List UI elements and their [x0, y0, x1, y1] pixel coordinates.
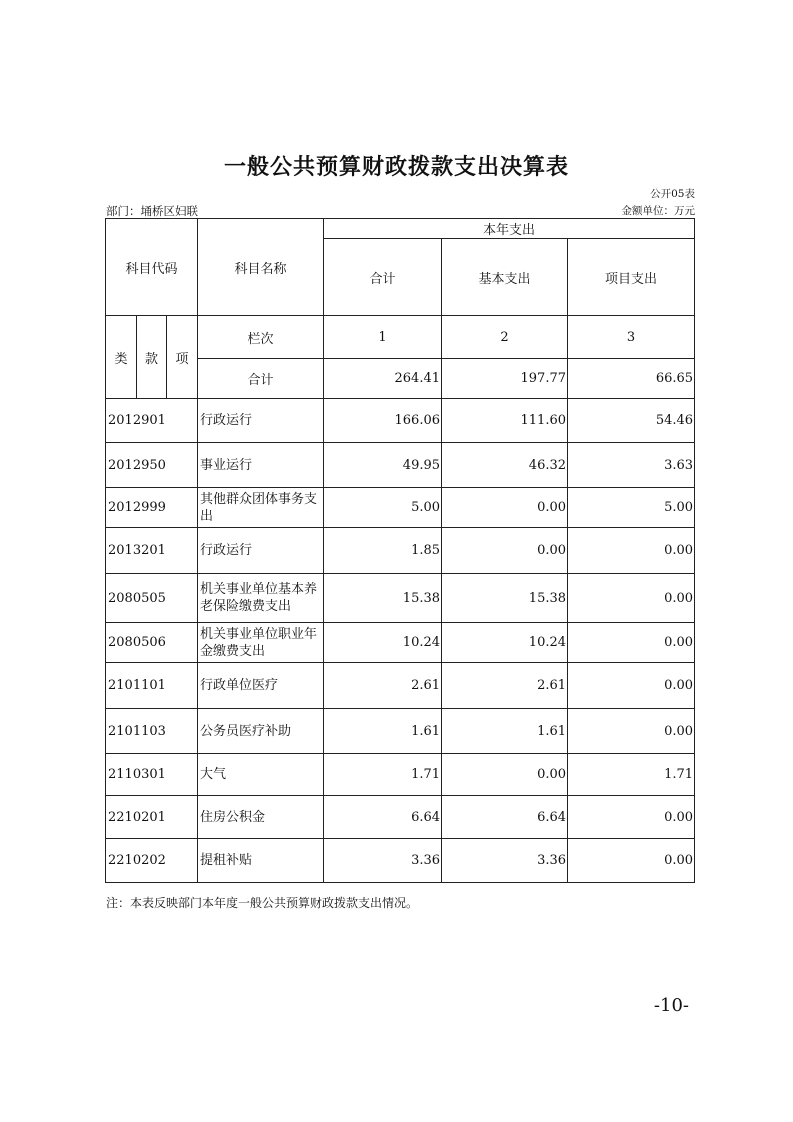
table-row — [106, 574, 695, 623]
header-subject-code: 科目代码 — [106, 219, 198, 316]
row-project: 0.00 — [568, 528, 695, 574]
row-name: 行政单位医疗 — [198, 663, 324, 709]
row-code: 2080505 — [106, 574, 198, 623]
table-header — [106, 219, 695, 399]
row-code: 2210201 — [106, 796, 198, 839]
row-total: 1.85 — [324, 528, 442, 574]
row-project: 5.00 — [568, 488, 695, 528]
table-row — [106, 623, 695, 663]
summary-project: 66.65 — [568, 359, 695, 399]
table-row — [106, 488, 695, 528]
row-code: 2080506 — [106, 623, 198, 663]
header-xiang: 项 — [167, 316, 198, 399]
row-total: 15.38 — [324, 574, 442, 623]
row-name: 行政运行 — [198, 399, 324, 443]
department-label: 部门：埇桥区妇联 — [106, 204, 198, 218]
row-project: 0.00 — [568, 709, 695, 754]
row-code: 2101101 — [106, 663, 198, 709]
row-project: 54.46 — [568, 399, 695, 443]
summary-basic: 197.77 — [442, 359, 568, 399]
summary-total: 264.41 — [324, 359, 442, 399]
table-row — [106, 399, 695, 443]
header-kuan: 款 — [137, 316, 167, 399]
row-total: 5.00 — [324, 488, 442, 528]
row-basic: 0.00 — [442, 488, 568, 528]
row-code: 2210202 — [106, 839, 198, 883]
header-current-year-expenditure: 本年支出 — [324, 219, 695, 239]
row-total: 3.36 — [324, 839, 442, 883]
header-col-1: 1 — [324, 316, 442, 359]
header-lei: 类 — [106, 316, 137, 399]
table-row — [106, 663, 695, 709]
header-col-2: 2 — [442, 316, 568, 359]
row-total: 166.06 — [324, 399, 442, 443]
row-project: 3.63 — [568, 443, 695, 488]
row-code: 2013201 — [106, 528, 198, 574]
header-col-3: 3 — [568, 316, 695, 359]
row-basic: 0.00 — [442, 754, 568, 796]
row-name: 提租补贴 — [198, 839, 324, 883]
table-note: 注：本表反映部门本年度一般公共预算财政拨款支出情况。 — [106, 896, 419, 910]
header-basic: 基本支出 — [442, 239, 568, 316]
row-total: 1.61 — [324, 709, 442, 754]
summary-label: 合计 — [198, 359, 324, 399]
row-name: 住房公积金 — [198, 796, 324, 839]
row-code: 2110301 — [106, 754, 198, 796]
row-project: 1.71 — [568, 754, 695, 796]
row-total: 6.64 — [324, 796, 442, 839]
row-name: 大气 — [198, 754, 324, 796]
table-row — [106, 796, 695, 839]
row-project: 0.00 — [568, 623, 695, 663]
row-name: 公务员医疗补助 — [198, 709, 324, 754]
form-number: 公开05表 — [650, 188, 695, 200]
row-code: 2012901 — [106, 399, 198, 443]
row-project: 0.00 — [568, 574, 695, 623]
row-project: 0.00 — [568, 839, 695, 883]
page-title: 一般公共预算财政拨款支出决算表 — [223, 154, 569, 180]
row-basic: 15.38 — [442, 574, 568, 623]
row-basic: 3.36 — [442, 839, 568, 883]
row-code: 2101103 — [106, 709, 198, 754]
row-name: 事业运行 — [198, 443, 324, 488]
row-total: 49.95 — [324, 443, 442, 488]
row-name: 机关事业单位基本养老保险缴费支出 — [198, 574, 324, 623]
table-row — [106, 754, 695, 796]
budget-expenditure-table — [105, 218, 695, 883]
row-basic: 46.32 — [442, 443, 568, 488]
row-code: 2012950 — [106, 443, 198, 488]
row-basic: 10.24 — [442, 623, 568, 663]
table-body — [106, 399, 695, 883]
row-code: 2012999 — [106, 488, 198, 528]
row-name: 行政运行 — [198, 528, 324, 574]
page-number: -10- — [653, 995, 689, 1016]
row-name: 机关事业单位职业年金缴费支出 — [198, 623, 324, 663]
header-column-order: 栏次 — [198, 316, 324, 359]
row-total: 10.24 — [324, 623, 442, 663]
row-basic: 0.00 — [442, 528, 568, 574]
amount-unit-label: 金额单位：万元 — [621, 205, 695, 217]
row-name: 其他群众团体事务支出 — [198, 488, 324, 528]
table-row — [106, 709, 695, 754]
header-total: 合计 — [324, 239, 442, 316]
row-basic: 2.61 — [442, 663, 568, 709]
row-total: 2.61 — [324, 663, 442, 709]
row-basic: 111.60 — [442, 399, 568, 443]
row-basic: 6.64 — [442, 796, 568, 839]
row-project: 0.00 — [568, 796, 695, 839]
table-row — [106, 839, 695, 883]
table-row — [106, 528, 695, 574]
header-subject-name: 科目名称 — [198, 219, 324, 316]
row-basic: 1.61 — [442, 709, 568, 754]
header-project: 项目支出 — [568, 239, 695, 316]
table-row — [106, 443, 695, 488]
row-total: 1.71 — [324, 754, 442, 796]
row-project: 0.00 — [568, 663, 695, 709]
